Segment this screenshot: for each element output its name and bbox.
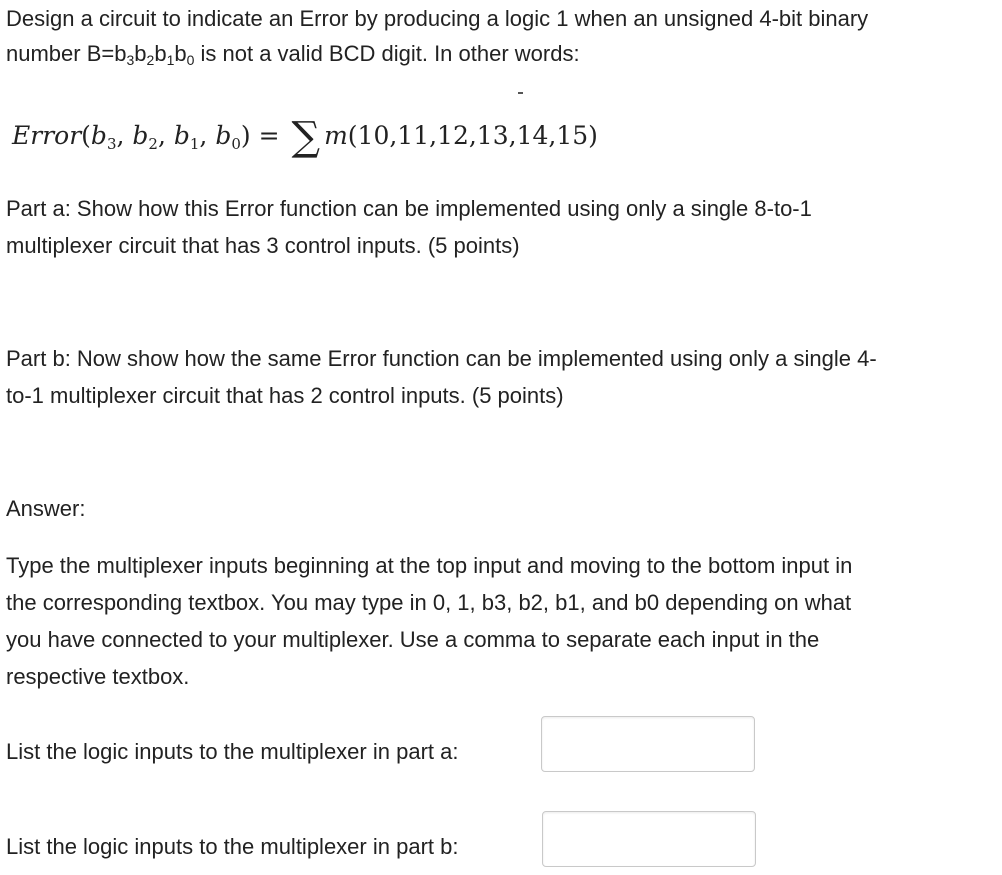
formula-equals: = (250, 121, 288, 150)
part-b-line-2: to-1 multiplexer circuit that has 2 control inputs. (5 points) (6, 383, 564, 408)
formula-sep: , (199, 121, 216, 150)
intro-line-1: Design a circuit to indicate an Error by producing a logic 1 when an unsigned 4-bit binary (6, 6, 869, 31)
field-a-label: List the logic inputs to the multiplexer in part a: (6, 739, 459, 764)
letter-b: b (154, 41, 167, 66)
formula-paren-open: ( (81, 121, 91, 150)
instructions-line-2: the corresponding textbox. You may type in 0, 1, b3, b2, b1, and b0 depending on what (6, 590, 852, 615)
subscript-2: 2 (146, 52, 155, 68)
formula-sub-2: 2 (148, 135, 158, 153)
instructions-line-3: you have connected to your multiplexer. Use a comma to separate each input in the (6, 627, 820, 652)
instructions-line-1: Type the multiplexer inputs beginning at the top input and moving to the bottom input in (6, 553, 853, 578)
subscript-3: 3 (126, 52, 135, 68)
formula-sep: , (157, 121, 174, 150)
formula-arg-b: b (90, 121, 107, 150)
formula-function-name: Error (12, 121, 82, 150)
letter-b: b (174, 41, 187, 66)
answer-heading: Answer: (6, 496, 86, 521)
intro-line-2 (6, 35, 580, 72)
letter-b: b (134, 41, 147, 66)
part-b-line-1: Part b: Now show how the same Error function can be implemented using only a single 4- (6, 346, 877, 371)
formula-arg-b: b (173, 121, 190, 150)
intro-line-2-prefix: number B=b (6, 41, 127, 66)
field-b-label: List the logic inputs to the multiplexer in part b: (6, 834, 459, 859)
formula-sub-1: 1 (189, 135, 200, 153)
error-formula (12, 112, 598, 160)
formula-arg-b: b (132, 121, 149, 150)
stray-mark (518, 92, 523, 94)
subscript-1: 1 (166, 52, 175, 68)
intro-line-2-suffix: is not a valid BCD digit. In other words: (194, 41, 580, 66)
formula-arg-b: b (215, 121, 232, 150)
part-b-answer-input[interactable] (542, 811, 756, 867)
formula-sep: , (116, 121, 133, 150)
formula-paren-close: ) (240, 121, 251, 150)
instructions-line-4: respective textbox. (6, 664, 190, 689)
formula-m: m (324, 121, 348, 150)
summation-icon: ∑ (291, 114, 321, 160)
subscript-0: 0 (186, 52, 195, 68)
part-a-line-1: Part a: Show how this Error function can be implemented using only a single 8-to-1 (6, 196, 812, 221)
part-a-answer-input[interactable] (541, 716, 755, 772)
formula-minterms: (10,11,12,13,14,15) (347, 121, 598, 150)
formula-sub-3: 3 (106, 135, 117, 153)
formula-sub-0: 0 (231, 135, 241, 153)
part-a-line-2: multiplexer circuit that has 3 control inputs. (5 points) (6, 233, 520, 258)
